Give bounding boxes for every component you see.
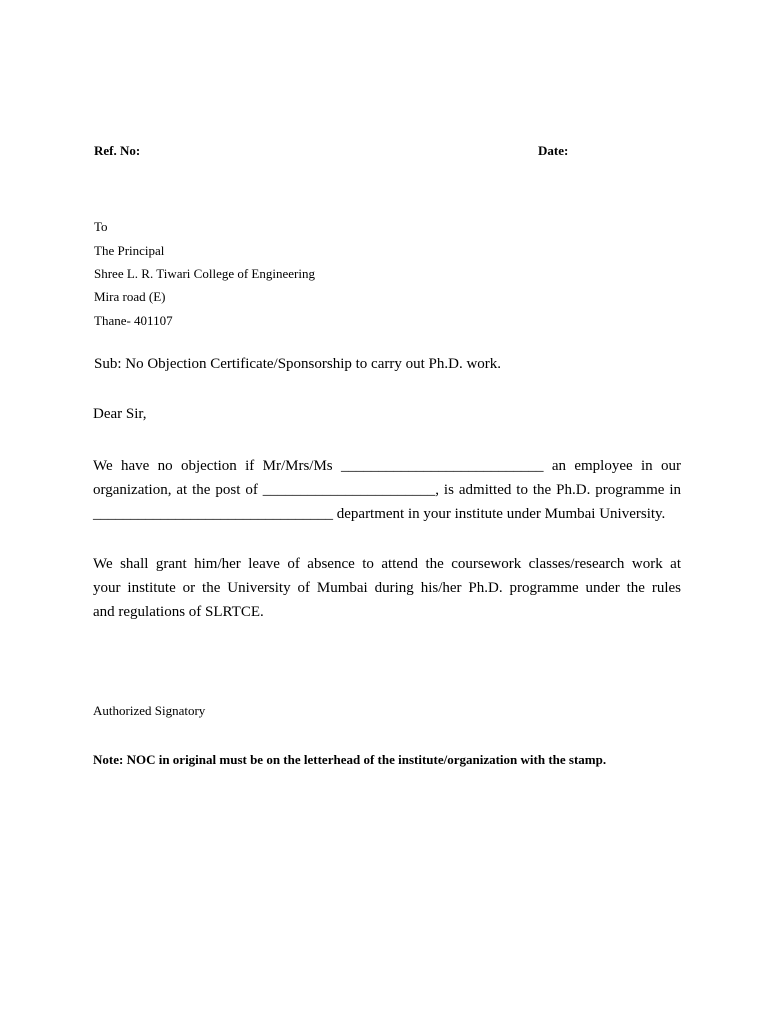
paragraph-line: We shall grant him/her leave of absence to attend the coursework classes/research work at xyxy=(93,556,681,572)
date-label: Date: xyxy=(538,143,569,158)
address-recipient: The Principal xyxy=(94,243,165,258)
authorized-signatory: Authorized Signatory xyxy=(93,703,206,718)
ref-no-label: Ref. No: xyxy=(94,143,141,158)
address-to: To xyxy=(94,219,108,234)
paragraph-leave xyxy=(93,552,681,624)
subject-line: Sub: No Objection Certificate/Sponsorship to carry out Ph.D. work. xyxy=(94,356,502,372)
address-city: Thane- 401107 xyxy=(94,313,173,328)
salutation: Dear Sir, xyxy=(93,406,147,422)
paragraph-line: your institute or the University of Mumbai during his/her Ph.D. programme under the rules xyxy=(93,580,681,596)
address-institution: Shree L. R. Tiwari College of Engineering xyxy=(94,266,315,281)
address-street: Mira road (E) xyxy=(94,289,166,304)
paragraph-objection xyxy=(93,454,681,526)
paragraph-line: and regulations of SLRTCE. xyxy=(93,604,264,620)
note-text: Note: NOC in original must be on the letterhead of the institute/organization with the stamp. xyxy=(93,752,607,767)
paragraph-line: ________________________________ department in your institute under Mumbai University. xyxy=(93,506,666,522)
paragraph-line: We have no objection if Mr/Mrs/Ms ___________________________ an employee in our xyxy=(93,458,681,474)
paragraph-line: organization, at the post of _______________________, is admitted to the Ph.D. programme in xyxy=(93,482,681,498)
